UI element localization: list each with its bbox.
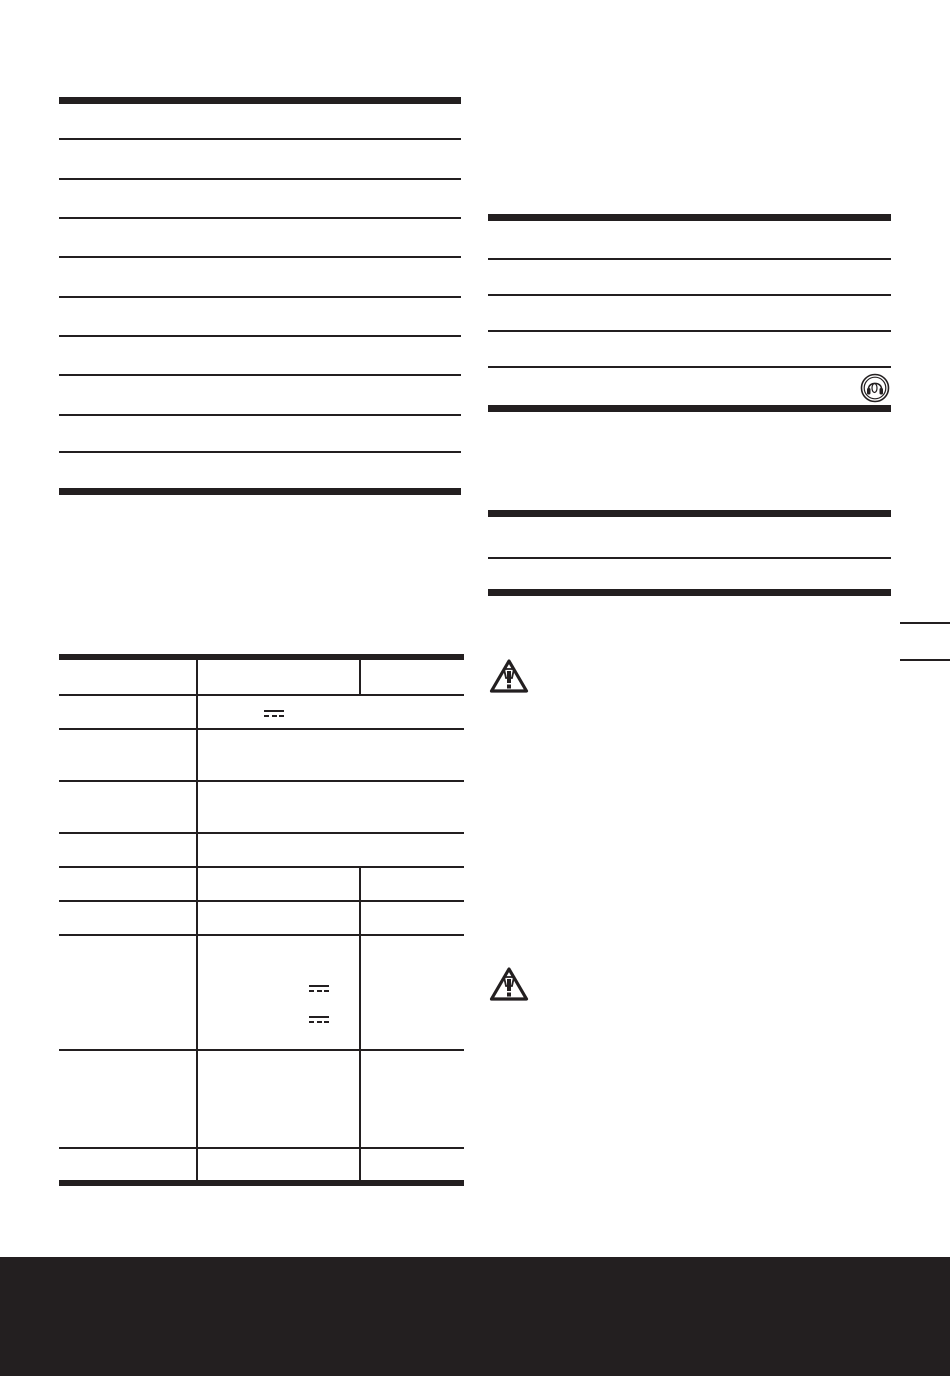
vibration-table-row-divider	[488, 557, 891, 559]
noise-table-row-divider	[488, 330, 891, 332]
left-table-row-divider	[59, 178, 461, 180]
direct-current-icon	[264, 710, 284, 718]
left-table-bottom-rule	[59, 488, 461, 495]
left-table-row-divider	[59, 296, 461, 298]
tech-table-top-rule	[59, 654, 464, 660]
left-table-row-divider	[59, 414, 461, 416]
side-tab-top-line	[900, 622, 950, 624]
noise-table-top-rule	[488, 214, 891, 221]
left-table-row-divider	[59, 256, 461, 258]
footer-band	[0, 1257, 950, 1376]
ear-protection-icon	[860, 373, 890, 403]
left-table-row-divider	[59, 335, 461, 337]
noise-table-row-divider	[488, 258, 891, 260]
vibration-table-top-rule	[488, 510, 891, 517]
left-table-row-divider	[59, 138, 461, 140]
tech-table-col-divider	[196, 696, 198, 728]
vibration-table-bottom-rule	[488, 589, 891, 596]
tech-table-col-divider	[196, 1051, 198, 1147]
direct-current-icon	[309, 985, 329, 993]
tech-table-col-divider	[196, 1149, 198, 1180]
tech-table-col-divider	[196, 936, 198, 1049]
tech-table-row-divider	[59, 832, 464, 834]
tech-table-row-divider	[59, 694, 464, 696]
tech-table-col-divider	[196, 902, 198, 934]
tech-table-row-divider	[59, 780, 464, 782]
tech-table-row-divider	[59, 1049, 464, 1051]
tech-table-col-divider	[359, 868, 361, 900]
tech-table-col-divider	[196, 834, 198, 866]
tech-table-col-divider	[359, 1051, 361, 1147]
tech-table-col-divider	[196, 868, 198, 900]
tech-table-col-divider	[196, 660, 198, 694]
tech-table-col-divider	[359, 902, 361, 934]
tech-table-col-divider	[196, 730, 198, 780]
tech-table-row-divider	[59, 866, 464, 868]
left-table-row-divider	[59, 374, 461, 376]
tech-table-col-divider	[359, 936, 361, 1049]
tech-table-col-divider	[359, 1149, 361, 1180]
left-table-row-divider	[59, 217, 461, 219]
tech-table-row-divider	[59, 1147, 464, 1149]
noise-table-row-divider	[488, 294, 891, 296]
noise-table-row-divider	[488, 366, 891, 368]
tech-table-col-divider	[359, 660, 361, 694]
warning-triangle-icon	[489, 966, 529, 1002]
warning-triangle-icon	[489, 658, 529, 694]
side-tab-bottom-line	[900, 659, 950, 661]
tech-table-row-divider	[59, 728, 464, 730]
tech-table-col-divider	[196, 782, 198, 832]
left-table-row-divider	[59, 451, 461, 453]
left-table-top-rule	[59, 97, 461, 104]
noise-table-bottom-rule	[488, 405, 891, 412]
tech-table-bottom-rule	[59, 1180, 464, 1186]
tech-table-row-divider	[59, 934, 464, 936]
direct-current-icon	[309, 1016, 329, 1024]
tech-table-row-divider	[59, 900, 464, 902]
